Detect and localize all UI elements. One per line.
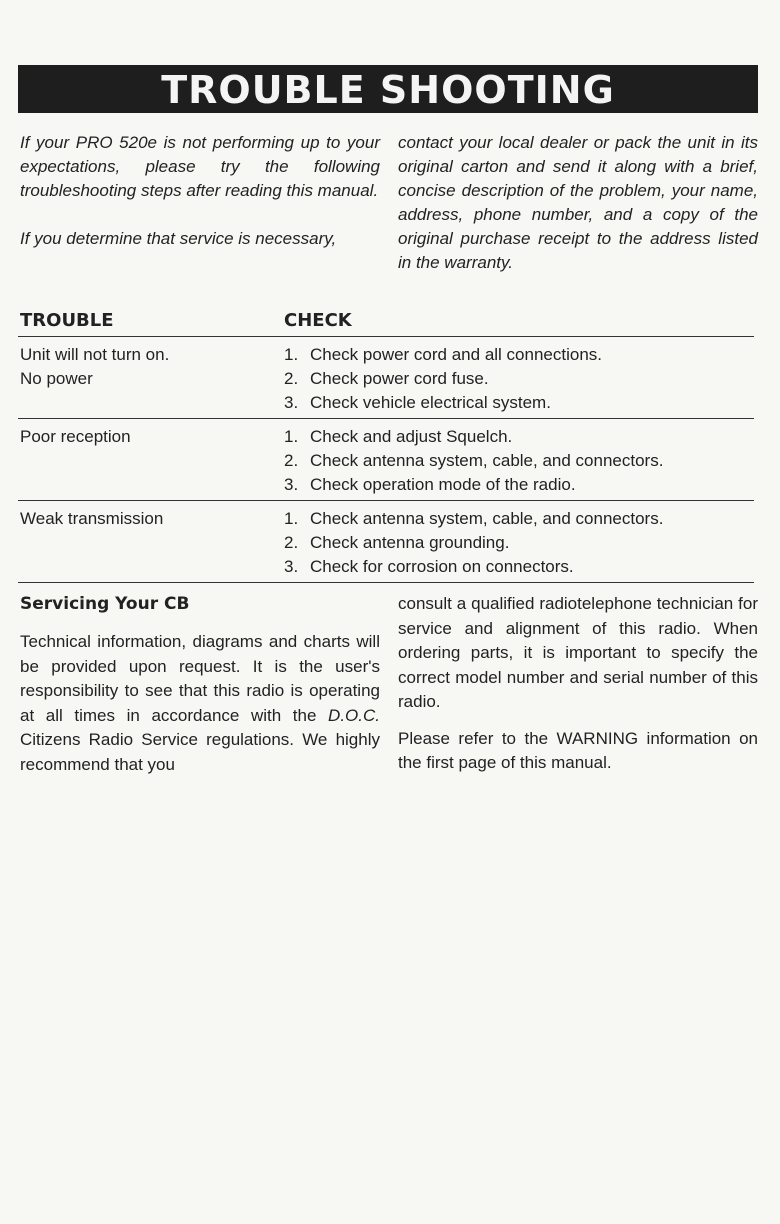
servicing-paragraph-2: Please refer to the WARNING information on the first page of this manual. — [398, 728, 758, 772]
table-header — [18, 310, 754, 337]
table-row — [18, 419, 754, 501]
servicing-column-right — [398, 592, 758, 776]
trouble-text: Poor reception — [20, 427, 131, 446]
check-item — [284, 555, 754, 579]
check-item — [284, 473, 754, 497]
check-item — [284, 343, 754, 367]
trouble-cell — [18, 425, 284, 497]
servicing-text-b-start: Citizens Radio Service regulations. We highly recommend that you — [20, 730, 380, 774]
check-number: 2. — [284, 451, 299, 470]
check-cell — [284, 343, 754, 415]
intro-paragraph-2-continued: contact your local dealer or pack the unit in its original carton and send it along with a brief, concise description of the problem, your name, address, phone number, and a copy of the original purchase receipt to the address listed in the warranty. — [398, 133, 758, 272]
check-number: 1. — [284, 427, 299, 446]
check-cell — [284, 507, 754, 579]
check-item — [284, 391, 754, 415]
trouble-text: No power — [20, 369, 93, 388]
servicing-title: Servicing Your CB — [20, 594, 190, 614]
servicing-column-left — [20, 592, 380, 777]
check-number: 3. — [284, 393, 299, 412]
check-text: Check antenna system, cable, and connectors. — [310, 451, 664, 470]
check-number: 2. — [284, 369, 299, 388]
trouble-text: Weak transmission — [20, 509, 164, 528]
column-header-trouble: TROUBLE — [20, 310, 114, 331]
check-text: Check antenna system, cable, and connectors. — [310, 509, 664, 528]
check-text: Check and adjust Squelch. — [310, 427, 513, 446]
check-number: 2. — [284, 533, 299, 552]
table-row — [18, 501, 754, 583]
intro-paragraph-2-start: If you determine that service is necessary, — [20, 229, 337, 248]
table-row — [18, 337, 754, 419]
check-text: Check operation mode of the radio. — [310, 475, 576, 494]
check-item — [284, 425, 754, 449]
trouble-text: Unit will not turn on. — [20, 345, 170, 364]
trouble-cell — [18, 343, 284, 415]
check-number: 1. — [284, 345, 299, 364]
check-item — [284, 507, 754, 531]
check-number: 3. — [284, 475, 299, 494]
intro-column-left — [20, 131, 380, 251]
trouble-cell — [18, 507, 284, 579]
servicing-paragraph-1-start — [20, 630, 380, 777]
check-item — [284, 449, 754, 473]
column-header-check: CHECK — [284, 310, 352, 331]
check-text: Check power cord fuse. — [310, 369, 489, 388]
check-cell — [284, 425, 754, 497]
check-text: Check antenna grounding. — [310, 533, 510, 552]
check-number: 3. — [284, 557, 299, 576]
servicing-text-a: Technical information, diagrams and charts will be provided upon request. It is the user's responsibility to see that this radio is operating at all times in accordance with the — [20, 632, 380, 725]
intro-paragraph-1: If your PRO 520e is not performing up to your expectations, please try the following troubleshooting steps after reading this manual. — [20, 133, 380, 200]
servicing-paragraph-1-continued: consult a qualified radiotelephone technician for service and alignment of this radio. When ordering parts, it is important to specify the correct model number and serial number of this radio. — [398, 594, 758, 711]
doc-abbreviation: D.O.C. — [328, 705, 380, 725]
check-text: Check vehicle electrical system. — [310, 393, 551, 412]
check-item — [284, 367, 754, 391]
intro-column-right — [398, 131, 758, 275]
trouble-table — [18, 310, 754, 583]
table-body — [18, 337, 754, 583]
check-text: Check for corrosion on connectors. — [310, 557, 574, 576]
check-number: 1. — [284, 509, 299, 528]
check-item — [284, 531, 754, 555]
check-text: Check power cord and all connections. — [310, 345, 602, 364]
page-title: TROUBLE SHOOTING — [18, 65, 758, 113]
